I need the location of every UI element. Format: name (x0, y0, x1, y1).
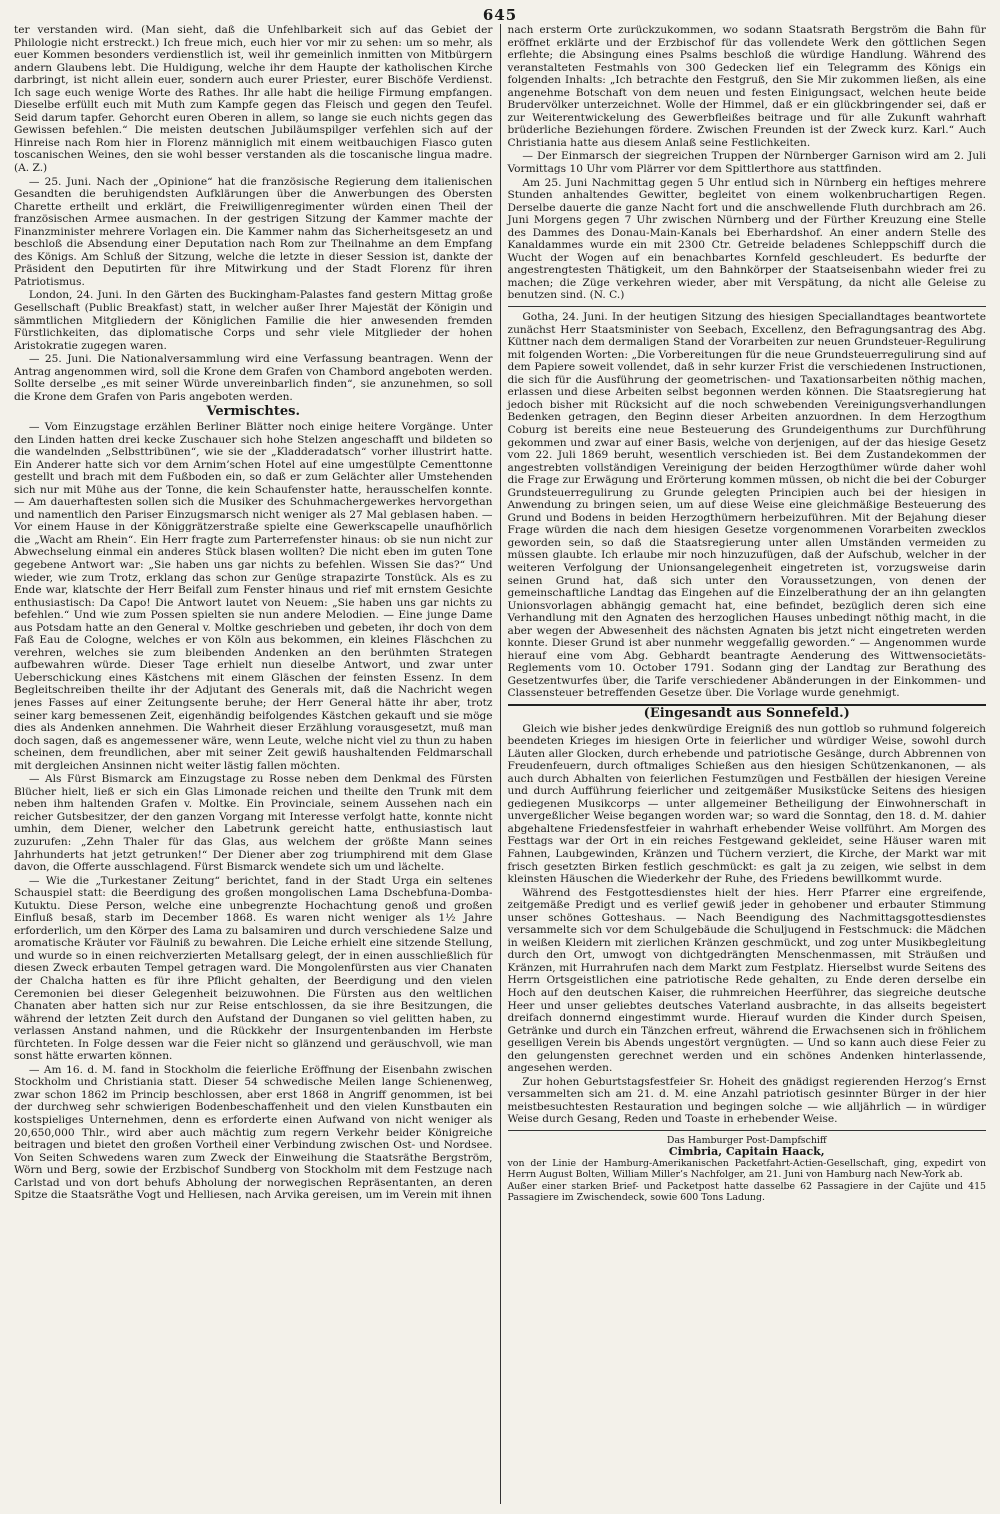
article-paragraph: — 25. Juni. Nach der „Opinione“ hat die französische Regierung dem italienischen Gesandten die beruhigendsten Aufklärungen über die Anwerbungen des Obersten Charette ertheilt und erklärt, die Freiwilligenregimenter würden einen Theil der französischen Armee ausmachen. In der gestrigen Sitzung der Kammer machte der Finanzminister mehrere Vorlagen ein. Die Kammer nahm das Sicherheitsgesetz an und beschloß die Absendung einer Deputation nach Rom zur Theilnahme an dem Empfang des Königs. Am Schluß der Sitzung, welche die letzte in dieser Session ist, dankte der Präsident den Deputirten für ihre Mitwirkung und der Stadt Florenz für ihren Patriotismus. (14, 175, 493, 288)
article-paragraph: — Am 16. d. M. fand in Stockholm die feierliche Eröffnung der Eisenbahn zwischen Stockholm und Christiania statt. Dieser 54 schwedische Meilen lange Schienenweg, zwar schon 1862 im Princip beschlossen, aber erst 1868 in Angriff genommen, ist bei der durchweg sehr schwierigen Bodenbeschaffenheit und den vielen Kunstbauten ein kostspieliges Unternehmen, denn es erforderte einen Aufwand von nicht weniger als 20,650,000 Thlr., wird aber auch mächtig zum regern Verkehr beider Königreiche beitragen und bietet den großen Vortheil einer Verbindung zwischen Ost- und Nordsee. Von Seiten Schwedens waren zum Zweck der Einweihung die Staatsräthe Bergström, Wörn und Berg, sowie der Erzbischof Sundberg von Stockholm mit dem Festzuge nach Carlstad und von dort behufs Abholung der norwegischen Repräsentanten, an deren Spitze die Staatsräthe Vogt und Helliesen, nach Arvika gereisen, um im Verein mit ihnen (14, 1063, 493, 1202)
article-paragraph: — Der Einmarsch der siegreichen Truppen der Nürnberger Garnison wird am 2. Juli Vormittags 10 Uhr vom Plärrer vor dem Spittlerthore aus stattfinden. (507, 150, 986, 176)
columns (14, 24, 986, 1504)
ship-name: Cimbria, Capitain Haack, (668, 1145, 825, 1159)
article-paragraph: — Wie die „Turkestaner Zeitung“ berichtet, fand in der Stadt Urga ein seltenes Schauspiel statt: die Beerdigung des großen mongolischen Lama Dschebfuna-Domba-Kutuktu. Diese Person, welche eine unbegrenzte Hochachtung genoß und großen Einfluß besaß, starb im December 1868. Es waren nicht weniger als 1½ Jahre erforderlich, um den Körper des Lama zu balsamiren und durch verschiedene Salze und aromatische Kräuter vor Fäulniß zu bewahren. Die Leiche erhielt eine sitzende Stellung, und wurde so in einen reichverzierten Metallsarg gelegt, der in einen ausschließlich für diesen Zweck erbauten Tempel getragen ward. Die Mongolenfürsten aus vier Chanaten der Chalcha hatten es für ihre Pflicht gehalten, der Beerdigung und den vielen Ceremonien bei dieser Gelegenheit beizuwohnen. Die Fürsten aus den weltlichen Chanaten aber hatten sich nur zur Reise entschlossen, da sie ihre Besitzungen, die während der letzten Zeit durch den Aufstand der Dunganen so viel gelitten haben, zu verlassen Anstand nahmen, und die Rückkehr der Insurgentenbanden im Herbste fürchteten. In Folge dessen war die Feier nicht so glänzend und geräuschvoll, wie man sonst hätte erwarten können. (14, 874, 493, 1063)
divider (508, 306, 987, 307)
article-paragraph: Zur hohen Geburtstagsfestfeier Sr. Hoheit des gnädigst regierenden Herzog’s Ernst versammelten sich am 21. d. M. eine Anzahl patriotisch gesinnter Bürger in der hier meistbesuchtesten Restauration und begingen solche — wie alljährlich — in würdiger Weise durch Gesang, Reden und Toaste in erhebender Weise. (507, 1075, 986, 1126)
page-number: 645 (482, 6, 518, 24)
section-heading-eingesandt: (Eingesandt aus Sonnefeld.) (643, 705, 850, 721)
ship-notice-line: von der Linie der Hamburg-Amerikanischen Packetfahrt-Actien-Gesellschaft, ging, expedirt von Herrn August Bolten, William Miller’s Nachfolger, am 21. Juni von Hamburg nach New-York ab. (507, 1157, 986, 1181)
ship-notice-line: Außer einer starken Brief- und Packetpost hatte dasselbe 62 Passagiere in der Cajüte und 415 Passagiere im Zwischendeck, sowie 600 Tons Ladung. (507, 1180, 986, 1204)
ship-notice-line: Das Hamburger Post-Dampfschiff (666, 1135, 827, 1147)
article-paragraph: nach ersterm Orte zurückzukommen, wo sodann Staatsrath Bergström die Bahn für eröffnet erklärte und der Erzbischof für das vollendete Werk den göttlichen Segen erflehte; die Absingung eines Psalms beschloß die würdige Handlung. Während des veranstalteten Festmahls von 300 Gedecken lief ein Telegramm des Königs ein folgenden Inhalts: „Ich betrachte den Festgruß, den Sie Mir zukommen ließen, als eine angenehme Botschaft von dem neuen und festen Einigungsact, welchen heute beide Brudervölker unterzeichnet. Wolle der Himmel, daß er ein glückbringender sei, daß er zur Weiterentwickelung des Gewerbfleißes beitrage und für alle Zukunft wahrhaft brüderliche Beziehungen fördere. Zwischen Freunden ist der Zweck kurz. Karl.“ Auch Christiania hatte aus diesem Anlaß seine Festlichkeiten. (507, 24, 986, 149)
right-column (500, 24, 987, 1504)
article-paragraph: Am 25. Juni Nachmittag gegen 5 Uhr entlud sich in Nürnberg ein heftiges mehrere Stunden anhaltendes Gewitter, begleitet von einem wolkenbruchartigen Regen. Derselbe dauerte die ganze Nacht fort und die anschwellende Fluth durchbrach am 26. Juni Morgens gegen 7 Uhr zwischen Nürnberg und der Fürther Kreuzung eine Stelle des Dammes des Donau-Main-Kanals bei Eberhardshof. An einer andern Stelle des Kanaldammes wurde ein mit 2300 Ctr. Getreide beladenes Schleppschiff durch die Wucht der Wogen auf ein benachbartes Kornfeld geschleudert. Es bedurfte der angestrengtesten Thätigkeit, um den Bahnkörper der Staatseisenbahn wieder frei zu machen; die Züge verkehren wieder, aber mit Verspätung, da nicht alle Geleise zu benutzen sind. (N. C.) (507, 176, 986, 302)
section-heading-vermischtes: Vermischtes. (206, 404, 300, 420)
article-paragraph: Gotha, 24. Juni. In der heutigen Sitzung des hiesigen Speciallandtages beantwortete zunächst Herr Staatsminister von Seebach, Excellenz, den Befragungsantrag des Abg. Küttner nach dem dermaligen Stand der Vorarbeiten zur neuen Grundsteuer-Regulirung mit folgenden Worten: „Die Vorbereitungen für die neue Grundsteuerregulirung sind auf dem Papiere soweit vollendet, daß in sehr kurzer Frist die verschiedenen Instructionen, die sich für die Ausführung der geometrischen- und Taxationsarbeiten nöthig machen, erlassen und diese Arbeiten selbst begonnen werden können. Die Staatsregierung hat jedoch bisher mit Rücksicht auf die noch schwebenden Vereinigungsverhandlungen Bedenken getragen, den Beginn dieser Arbeiten anzuordnen. In dem Herzogthum Coburg ist bereits eine neue Besteuerung des Grundeigenthums zur Durchführung gekommen und zwar auf einer Basis, welche von derjenigen, auf der das hiesige Gesetz vom 22. Juli 1869 beruht, wesentlich verschieden ist. Bei dem Zustandekommen der angestrebten vollständigen Vereinigung der beiden Herzogthümer würde daher wohl die Frage zur Erwägung und Erörterung kommen müssen, ob nicht die bei der Coburger Grundsteuerregulirung zu Grunde gelegten Principien auch bei der hiesigen in Anwendung zu bringen seien, um auf diese Weise eine gleichmäßige Besteuerung des Grund und Bodens in beiden Herzogthümern herbeizuführen. Mit der Bejahung dieser Frage würden die nach dem hiesigen Gesetze vorgenommenen Vorarbeiten zwecklos geworden sein, so daß die Staatsregierung unter allen Umständen vermeiden zu müssen glaubte. Ich erlaube mir noch hinzuzufügen, daß der Aufschub, welcher in der weiteren Verfolgung der Unionsangelegenheit eingetreten ist, vorzugsweise darin seinen Grund hat, daß sich unter den Voraussetzungen, von denen der gemeinschaftliche Landtag das Eingehen auf die Einzelberathung der an ihn gelangten Unionsvorlagen abhängig gemacht hat, eine befindet, bezüglich deren sich eine Verhandlung mit den Agnaten des herzoglichen Hauses unbedingt nöthig macht, in die aber wegen der Abwesenheit des nächsten Agnaten bis jetzt nicht eingetreten werden konnte. Dieser Grund ist aber nunmehr weggefallig geworden.“ — Angenommen wurde hierauf eine vom Abg. Gebhardt beantragte Aenderung des Wittwensocietäts-Reglements vom 10. October 1791. Sodann ging der Landtag zur Berathung des Gesetzentwurfes über, die Tarife verschiedener Abänderungen in der Einkommen- und Classensteuer betreffenden Gesetze über. Die Vorlage wurde genehmigt. (507, 311, 986, 700)
ship-notice (508, 1135, 987, 1203)
article-paragraph: Während des Festgottesdienstes hielt der hies. Herr Pfarrer eine ergreifende, zeitgemäße Predigt und es verlief gewiß jeder in gehobener und erbauter Stimmung unser schönes Gotteshaus. — Nach Beendigung des Nachmittagsgottesdienstes versammelte sich vor dem Schulgebäude die Schuljugend in Festschmuck: die Mädchen in weißen Kleidern mit zierlichen Kränzen geschmückt, und zog unter Musikbegleitung durch den Ort, umwogt von dichtgedrängten Menschenmassen, mit Sträußen und Kränzen, mit Hurrahrufen nach dem Markt zum Festplatz. Hierselbst wurde Seitens des Herrn Ortsgeistlichen eine patriotische Rede gehalten, zu Ende deren derselbe ein Hoch auf den deutschen Kaiser, die ruhmreichen Heerführer, das siegreiche deutsche Heer und unser geliebtes deutsches Vaterland ausbrachte, in das allseits begeistert dreifach donnernd eingestimmt wurde. Hierauf wurden die Kinder durch Speisen, Getränke und durch ein Tänzchen erfreut, während die Erwachsenen sich in fröhlichem geselligen Verein bis Abends ungestört vergnügten. — Und so kann auch diese Feier zu den gelungensten gerechnet werden und ein schönes Andenken hinterlassende, angesehen werden. (507, 886, 986, 1075)
left-column (14, 24, 500, 1504)
article-paragraph: Gleich wie bisher jedes denkwürdige Ereigniß des nun gottlob so ruhmund folgereich beendeten Krieges im hiesigen Orte in feierlicher und würdiger Weise, sowohl durch Läuten aller Glocken, durch erhebende und patriotische Gesänge, durch Abbrennen von Freudenfeuern, durch oftmaliges Schießen aus den hiesigen Schützenkanonen, — als auch durch Abhalten von feierlichen Festumzügen und Festbällen der hiesigen Vereine und durch Aufführung feierlicher und zeitgemäßer Musikstücke Seitens des hiesigen gediegenen Musikcorps — unter allgemeiner Betheiligung der Einwohnerschaft in unvergeßlicher Weise begangen worden war; so ward die Sonntag, den 18. d. M. dahier abgehaltene Friedensfestfeier in wahrhaft erhebender Weise vollführt. Am Morgen des Festtags war der Ort in ein reiches Festgewand gekleidet, seine Häuser waren mit Fahnen, Laubgewinden, Kränzen und Tüchern verziert, die Kirche, der Markt war mit frisch gesetzten Birken festlich geschmückt: es galt ja zu zeigen, wie selbst in dem kleinsten Häuschen die Wiederkehr der Ruhe, des Friedens bewillkommt wurde. (507, 722, 986, 886)
article-paragraph: — 25. Juni. Die Nationalversammlung wird eine Verfassung beantragen. Wenn der Antrag angenommen wird, soll die Krone dem Grafen von Chambord angeboten werden. Sollte derselbe „es mit seiner Würde unvereinbarlich finden“, sie anzunehmen, so soll die Krone dem Grafen von Paris angeboten werden. (14, 353, 493, 403)
article-paragraph: — Als Fürst Bismarck am Einzugstage zu Rosse neben dem Denkmal des Fürsten Blücher hielt, ließ er sich ein Glas Limonade reichen und theilte den Trunk mit dem neben ihm haltenden Grafen v. Moltke. Ein Provinciale, seinem Aussehen nach ein reicher Gutsbesitzer, der den ganzen Vorgang mit Interesse verfolgt hatte, konnte nicht umhin, dem Diener, welcher den Labetrunk gereicht hatte, enthusiastisch laut zuzurufen: „Zehn Thaler für das Glas, aus welchem der größte Mann seines Jahrhunderts hat jetzt getrunken!“ Der Diener aber zog triumphirend mit dem Glase davon, die Offerte ausschlagend. Fürst Bismarck wendete sich um und lächelte. (14, 773, 493, 874)
article-paragraph: London, 24. Juni. In den Gärten des Buckingham-Palastes fand gestern Mittag große Gesellschaft (Public Breakfast) statt, in welcher außer Ihrer Majestät der Königin und sämmtlichen Mitgliedern der Königlichen Familie die hier anwesenden fremden Fürstlichkeiten, das diplomatische Corps und sehr viele Mitglieder der hohen Aristokratie zugegen waren. (14, 289, 493, 352)
divider (508, 1130, 987, 1131)
article-paragraph: ter verstanden wird. (Man sieht, daß die Unfehlbarkeit sich auf das Gebiet der Philologie nicht erstreckt.) Ich freue mich, euch hier vor mir zu sehen: um so mehr, als euer Kommen besonders verdienstlich ist, weil ihr gemeinlich inmitten von Mitbürgern andern Glaubens lebt. Die Huldigung, welche ihr dem Haupte der katholischen Kirche darbringt, ist nicht allein euer, sondern auch eurer Priester, eurer Bischöfe Verdienst. Ich sage euch wenige Worte des Rathes. Ihr alle habt die heilige Firmung empfangen. Dieselbe erfüllt euch mit Muth zum Kampfe gegen das Fleisch und gegen den Teufel. Seid darum tapfer. Gehorcht euren Oberen in allem, so lange sie euch nichts gegen das Gewissen befehlen.“ Die meisten deutschen Jubiläumspilger verfehlen sich auf der Hinreise nach Rom hier in Florenz männiglich mit einem weitbauchigen Fiasco guten toscanischen Weines, den sie wohl besser verstanden als die toscanische lingua madre. (A. Z.) (14, 24, 493, 175)
article-paragraph: — Vom Einzugstage erzählen Berliner Blätter noch einige heitere Vorgänge. Unter den Linden hatten drei kecke Zuschauer sich hohe Stelzen angeschafft und bildeten so die wandelnden „Selbsttribünen“, wie sie der „Kladderadatsch“ vorher illustrirt hatte. Ein Anderer hatte sich vor dem Arnim’schen Hotel auf eine umgestülpte Cementtonne gestellt und brach mit dem Fußboden ein, so daß er zum Gelächter aller Umstehenden sich nur mit Mühe aus der Tonne, die kein Schaufenster hatte, herausschelfen konnte. — Am dauerhaftesten sollen sich die Musiker des Schuhmachergewerkes hervorgethan und namentlich den Pariser Einzugsmarsch nicht weniger als 27 Mal geblasen haben. — Vor einem Hause in der Königgrätzerstraße spielte eine Gewerkscapelle unaufhörlich die „Wacht am Rhein“. Ein Herr fragte zum Parterrefenster hinaus: ob sie nun nicht zur Abwechselung einmal ein anderes Stück blasen wollten? Die nicht eben im guten Tone gegebene Antwort war: „Sie haben uns gar nichts zu befehlen. Wissen Sie das?“ Und wieder, wie zum Trotz, erklang das schon zur Genüge strapazirte Tonstück. Als es zu Ende war, klatschte der Herr Beifall zum Fenster hinaus und rief mit ernstem Gesichte enthusiastisch: Da Capo! Die Antwort lautet von Neuem: „Sie haben uns gar nichts zu befehlen.“ Und wie zum Possen spielten sie nun andere Melodien. — Eine junge Dame aus Potsdam hatte an den General v. Moltke geschrieben und gebeten, ihr doch von dem Faß Eau de Cologne, welches er von Köln aus bekommen, ein kleines Fläschchen zu verehren, welches sie zum bleibenden Andenken an den berühmten Strategen aufbewahren würde. Dieser Tage erhielt nun dieselbe Antwort, und zwar unter Ueberschickung eines Kästchens mit einem Gläschen der feinsten Essenz. In dem Begleitschreiben theilte ihr der Adjutant des Generals mit, daß die Nachricht wegen jenes Fasses auf einer Zeitungsente beruhe; der Herr General hätte ihr aber, trotz seiner karg bemessenen Zeit, eigenhändig beifolgendes Kästchen gekauft und sie möge dies als Andenken annehmen. Die Wahrheit dieser Erzählung vorausgesetzt, muß man doch sagen, daß es angemessener wäre, wenn Leute, welche nicht viel zu thun zu haben scheinen, dem freundlichen, aber mit seiner Zeit gewiß haushaltenden Feldmarschall mit dergleichen Ansinnen nicht weiter lästig fallen möchten. (14, 420, 493, 772)
